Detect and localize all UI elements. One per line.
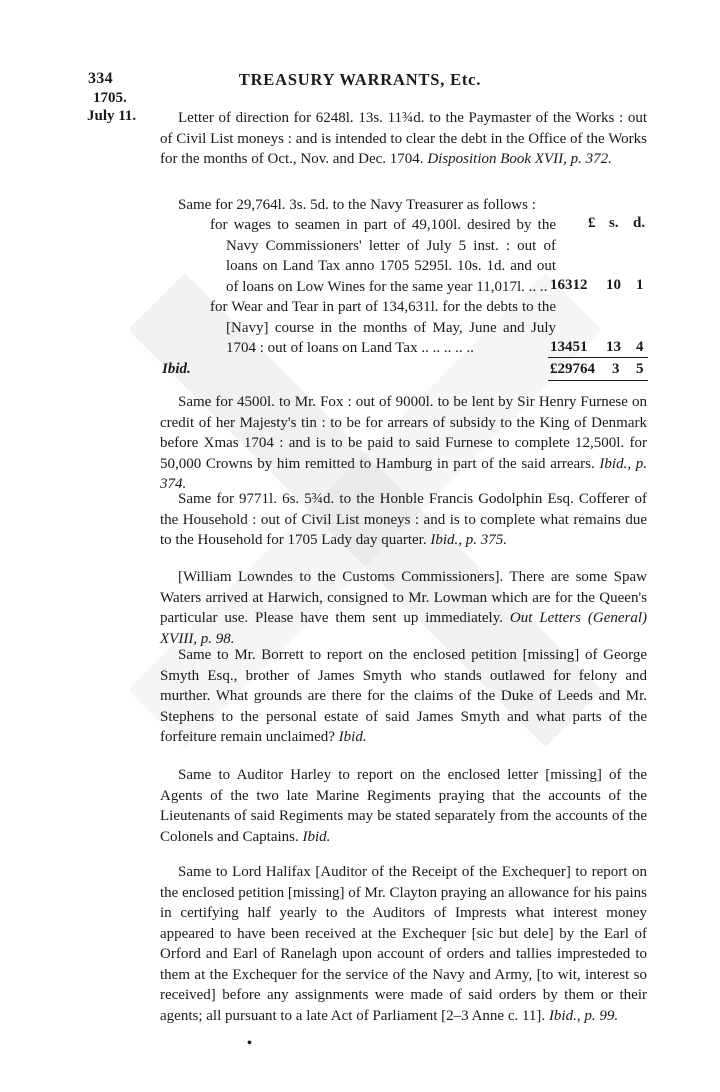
entry-text: Same for 4500l. to Mr. Fox : out of 9000l. to be lent by Sir Henry Furnese on credit of her Majesty's tin : to be for arrears of subsidy to the King of Denmark before Xmas 1704 : and is to be paid to said Furnese to complete 12,500l. for 50,000 Crowns by him remitted to Hamburg in part of the said arrears.: [160, 394, 647, 472]
entry-reference: Ibid.: [338, 729, 367, 745]
entry-reference: Ibid., p. 374.: [160, 455, 647, 492]
entry-reference: Ibid., p. 99.: [548, 1007, 619, 1024]
entry-text: Same for 9771l. 6s. 5¾d. to the Honble Francis Godolphin Esq. Cofferer of the Household : out of Civil List moneys : and is to complete what remains due to the Household for 1705 Lady day quarter.: [160, 491, 647, 548]
col-head-shillings: s.: [609, 215, 619, 231]
navy-item-wages: for wages to seamen in part of 49,100l. desired by the Navy Commissioners' letter of July 5 inst. : out of loans on Land Tax anno 1705 5295l. 10s. 1d. and out of loans on Low Wines for the same year 11,017l. .. ..: [210, 217, 556, 295]
entry-paymaster-works: [160, 108, 647, 170]
entry-borrett: [160, 645, 647, 748]
entry-text: Letter of direction for 6248l. 13s. 11¾d. to the Paymaster of the Works : out of Civil List moneys : and is intended to clear the debt in the Office of the Works for the months of Oct., Nov. and Dec. 1704.: [160, 110, 647, 167]
col-head-pence: d.: [633, 215, 646, 231]
entry-reference: Ibid., p. 375.: [430, 532, 508, 548]
margin-date: July 11.: [87, 108, 137, 124]
navy-intro: Same for 29,764l. 3s. 5d. to the Navy Treasurer as follows :: [178, 197, 536, 213]
entry-reference: Ibid.: [302, 828, 331, 845]
entry-text: Same to Mr. Borrett to report on the enclosed petition [missing] of George Smyth Esq., brother of James Smyth who stands outlawed for felony and murther. What grounds are there for the claims of the Duke of Leeds and Mr. Stephens to the personal estate of said James Smyth and what parts of the forfeiture remain unclaimed?: [160, 647, 647, 745]
running-title: TREASURY WARRANTS, Etc.: [238, 70, 482, 89]
entry-reference: Out Letters (General) XVIII, p. 98.: [160, 610, 648, 647]
page-number: 334: [88, 70, 113, 87]
entry-text: Same to Auditor Harley to report on the enclosed letter [missing] of the Agents of the two late Marine Regiments praying that the accounts of the Lieutenants of said Regiments may be stated separately from the accounts of the Colonels and Captains.: [160, 767, 647, 845]
item1-pounds: 16312: [550, 277, 588, 293]
item2-shillings: 13: [606, 339, 621, 355]
total-rule-bottom: [548, 380, 648, 381]
printer-mark: •: [247, 1036, 252, 1051]
entry-text: [William Lowndes to the Customs Commissioners]. There are some Spaw Waters arrived at Harwich, consigned to Mr. Lowman which are for the Queen's particular use. Please have them sent up immediately.: [160, 569, 647, 626]
item1-pence: 1: [636, 277, 644, 293]
item2-pence: 4: [636, 339, 644, 355]
total-rule: [548, 357, 648, 358]
entry-godolphin: [160, 489, 647, 551]
item1-shillings: 10: [606, 277, 621, 293]
entry-spaw-waters: [160, 567, 647, 649]
entry-mr-fox: [160, 392, 647, 495]
entry-auditor-harley: [160, 765, 647, 847]
col-head-pounds: £: [588, 215, 596, 231]
item2-pounds: 13451: [550, 339, 588, 355]
total-pence: 5: [636, 361, 644, 377]
entry-text: Same to Lord Halifax [Auditor of the Receipt of the Exchequer] to report on the enclosed petition [missing] of Mr. Clayton praying an allowance for his pains in certifying half yearly to the Auditors of Imprests what interest money appeared to have been received at the Exchequer [sic but dele] by the Earl of Orford and Earl of Ranelagh upon account of orders and tallies impresteded to them at the Exchequer for the service of the Navy and Army, [to wit, interest so received] before any assignments were made of said orders by them or their agents; all pursuant to a late Act of Parliament [2–3 Anne c. 11].: [160, 864, 647, 1024]
total-pounds: £29764: [550, 361, 595, 377]
margin-year: 1705.: [93, 90, 127, 106]
total-shillings: 3: [612, 361, 620, 377]
navy-margin-ibid: Ibid.: [162, 361, 191, 377]
entry-lord-halifax: [160, 862, 647, 1026]
navy-item-wear-tear: for Wear and Tear in part of 134,631l. for the debts to the [Navy] course in the months of May, June and July 1704 : out of loans on Land Tax .. .. .. .. ..: [210, 299, 556, 356]
entry-reference: Disposition Book XVII, p. 372.: [427, 151, 612, 167]
